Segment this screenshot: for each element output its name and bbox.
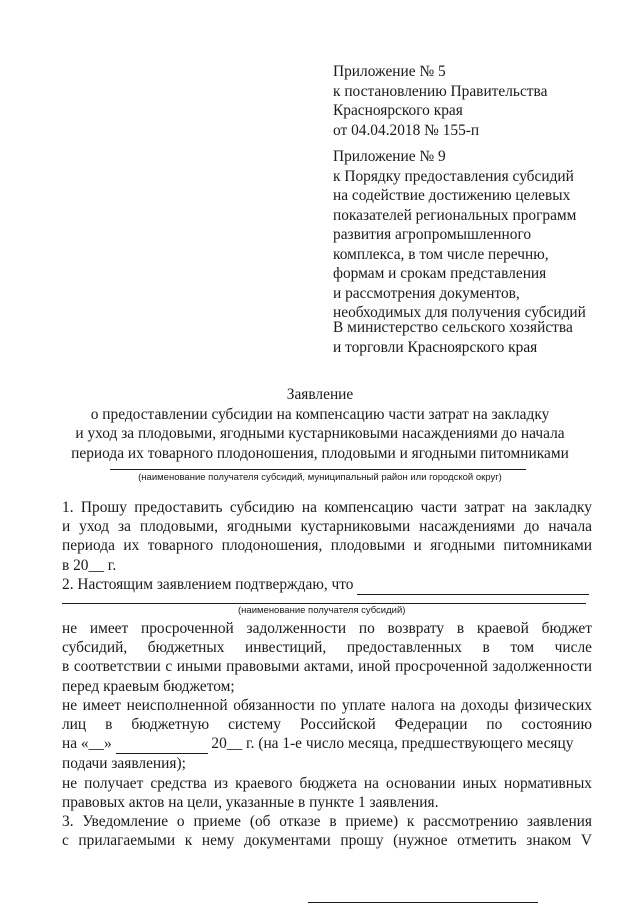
addressee [333,318,573,357]
recipient-name-line[interactable] [62,603,586,604]
confirm-line: субсидий, бюджетных инвестиций, предоставленных в том числе [62,639,592,657]
item-1-line: и уход за плодовыми, ягодными кустарниковыми насаждениями до начала [62,518,592,536]
recipient-name-field[interactable] [357,575,589,595]
item-1-line: в 20__ г. [62,556,117,574]
title-heading: Заявление [286,386,354,403]
document-title [0,385,640,463]
applicant-name-line[interactable] [110,469,526,470]
confirm-line: подачи заявления); [62,755,186,773]
applicant-caption: (наименование получателя субсидий, муниципальный район или городской округ) [138,472,502,483]
title-line: периода их товарного плодоношения, плодовыми и ягодными питомниками [71,444,569,462]
appendix-5-line: от 04.04.2018 № 155-п [333,121,480,139]
date-prefix: на «__» [62,735,112,753]
footer-rule [308,902,538,903]
item-3 [62,812,592,850]
appendix-9-line: необходимых для получения субсидий [333,304,586,321]
confirmations [62,619,592,812]
confirm-line: не получает средства из краевого бюджета на основании иных нормативных [62,774,592,792]
title-line: о предоставлении субсидии на компенсацию части затрат на закладку [90,405,550,423]
appendix-5-header [333,62,547,140]
item-3-line: с прилагаемыми к нему документами прошу (нужное отметить знаком V [62,832,592,850]
appendix-9-line: комплекса, в том числе перечню, [333,245,549,263]
appendix-9-line: к Порядку предоставления субсидий [333,167,574,185]
appendix-9-line: развития агропромышленного [333,226,532,243]
item-2 [62,575,592,595]
appendix-5-line: к постановлению Правительства [333,82,548,100]
date-suffix: 20__ г. (на 1-е число месяца, предшествующего месяцу [211,735,574,753]
confirm-line: не имеет неисполненной обязанности по уплате налога на доходы физических [62,696,592,714]
confirm-line: в соответствии с иными правовыми актами, иной просроченной задолженности [62,658,592,676]
confirm-line: лиц в бюджетную систему Российской Федерации по состоянию [62,716,592,734]
addressee-line: В министерство сельского хозяйства [333,319,573,336]
item-3-line: 3. Уведомление о приеме (об отказе в приеме) к рассмотрению заявления [62,813,592,830]
appendix-9-line: формам и срокам представления [333,265,547,282]
appendix-5-line: Красноярского края [333,102,463,119]
item-1-line: 1. Прошу предоставить субсидию на компенсацию части затрат на закладку [62,499,592,516]
appendix-9-line: показателей региональных программ [333,206,577,224]
appendix-9-line: Приложение № 9 [333,148,446,165]
title-line: и уход за плодовыми, ягодными кустарниковыми насаждениями до начала [75,425,565,442]
appendix-9-line: и рассмотрения документов, [333,284,520,302]
recipient-caption: (наименование получателя субсидий) [238,605,406,616]
confirm-line: не имеет просроченной задолженности по возврату в краевой бюджет [62,620,592,637]
item-2-text: 2. Настоящим заявлением подтверждаю, что [62,576,354,593]
confirm-line: правовых актов на цели, указанные в пункте 1 заявления. [62,793,439,811]
appendix-9-header [333,147,586,323]
date-month-field[interactable] [116,734,208,754]
appendix-5-line: Приложение № 5 [333,63,446,80]
appendix-9-line: на содействие достижению целевых [333,187,571,204]
addressee-line: и торговли Красноярского края [333,338,538,356]
item-1 [62,498,592,575]
item-1-line: периода их товарного плодоношения, плодовыми и ягодными питомниками [62,537,592,555]
confirm-line: перед краевым бюджетом; [62,677,235,695]
date-line [62,734,592,754]
